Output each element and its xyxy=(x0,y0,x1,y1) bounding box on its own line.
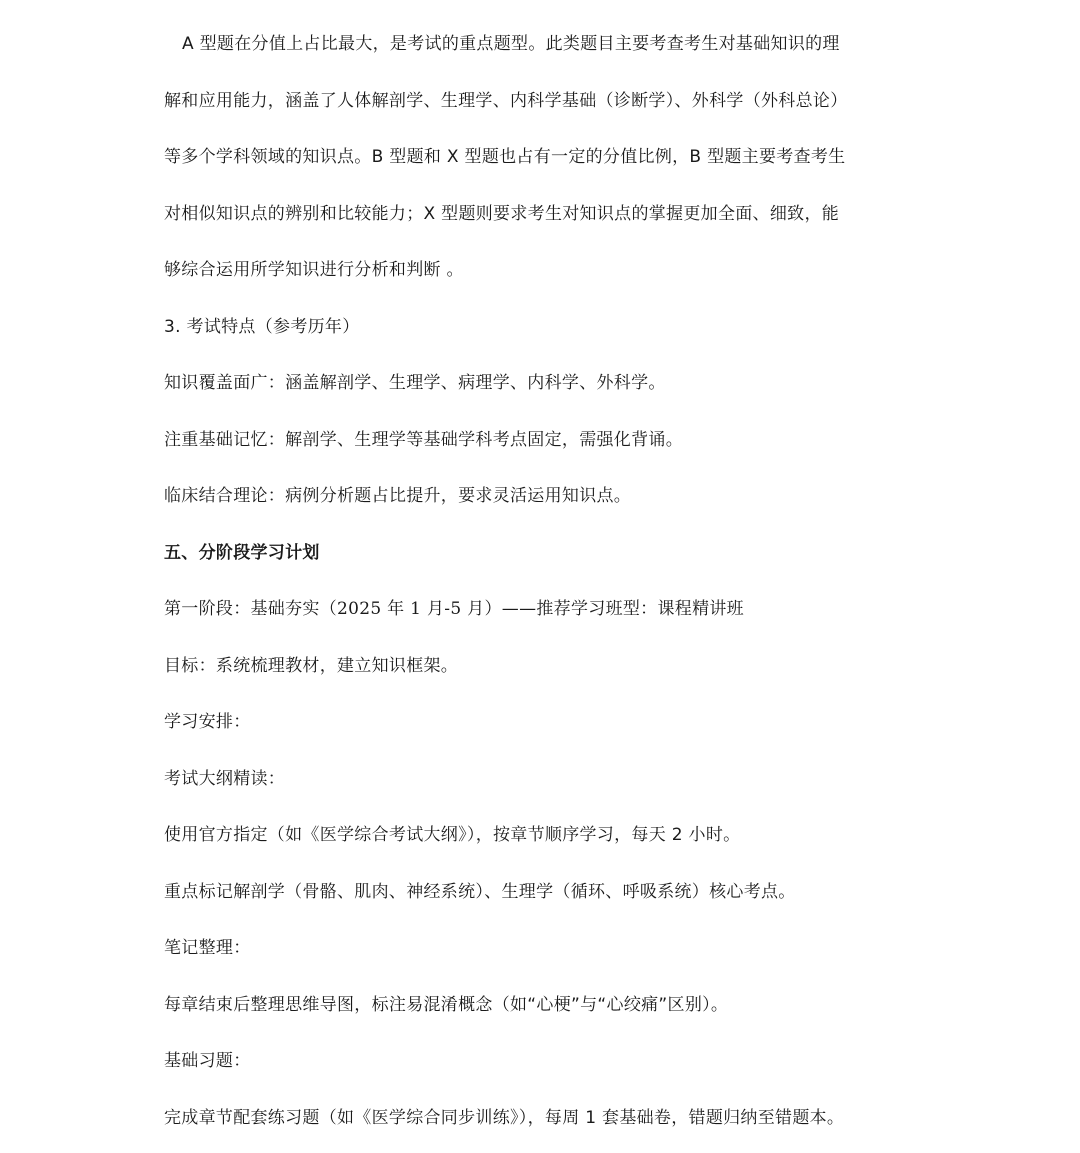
exam-feature-item: 注重基础记忆：解剖学、生理学等基础学科考点固定，需强化背诵。 xyxy=(164,430,683,450)
intro-paragraph-line-2: 解和应用能力，涵盖了人体解剖学、生理学、内科学基础（诊断学）、外科学（外科总论） xyxy=(164,91,848,111)
notes-label: 笔记整理： xyxy=(164,938,251,958)
arrangement-label: 学习安排： xyxy=(164,712,251,732)
syllabus-label: 考试大纲精读： xyxy=(164,769,286,789)
phase-one-label: 第一阶段：基础夯实（ xyxy=(164,599,337,619)
intro-paragraph-line-3: 等多个学科领域的知识点。B 型题和 X 型题也占有一定的分值比例，B 型题主要考查考生 xyxy=(164,147,846,167)
phase-goal: 目标：系统梳理教材，建立知识框架。 xyxy=(164,656,459,676)
notes-item: 每章结束后整理思维导图，标注易混淆概念（如“心梗”与“心绞痛”区别）。 xyxy=(164,995,729,1015)
practice-label: 基础习题： xyxy=(164,1051,251,1071)
syllabus-item: 重点标记解剖学（骨骼、肌肉、神经系统）、生理学（循环、呼吸系统）核心考点。 xyxy=(164,882,796,902)
phase-one-suffix: ）——推荐学习班型：课程精讲班 xyxy=(484,599,744,619)
phase-one-dates: 2025 年 1 月-5 月 xyxy=(337,599,485,619)
exam-feature-item: 临床结合理论：病例分析题占比提升，要求灵活运用知识点。 xyxy=(164,486,632,506)
section-title: 五、分阶段学习计划 xyxy=(164,543,320,563)
intro-paragraph-line-5: 够综合运用所学知识进行分析和判断 。 xyxy=(164,260,464,280)
exam-feature-item: 知识覆盖面广：涵盖解剖学、生理学、病理学、内科学、外科学。 xyxy=(164,373,666,393)
exam-features-heading: 3. 考试特点（参考历年） xyxy=(164,317,360,337)
practice-item: 完成章节配套练习题（如《医学综合同步训练》），每周 1 套基础卷，错题归纳至错题本。 xyxy=(164,1108,845,1128)
intro-paragraph-line-1: A 型题在分值上占比最大，是考试的重点题型。此类题目主要考查考生对基础知识的理 xyxy=(182,34,840,54)
intro-paragraph-line-4: 对相似知识点的辨别和比较能力；X 型题则要求考生对知识点的掌握更加全面、细致，能 xyxy=(164,204,840,224)
syllabus-item: 使用官方指定（如《医学综合考试大纲》），按章节顺序学习，每天 2 小时。 xyxy=(164,825,741,845)
phase-one-title xyxy=(164,598,924,620)
